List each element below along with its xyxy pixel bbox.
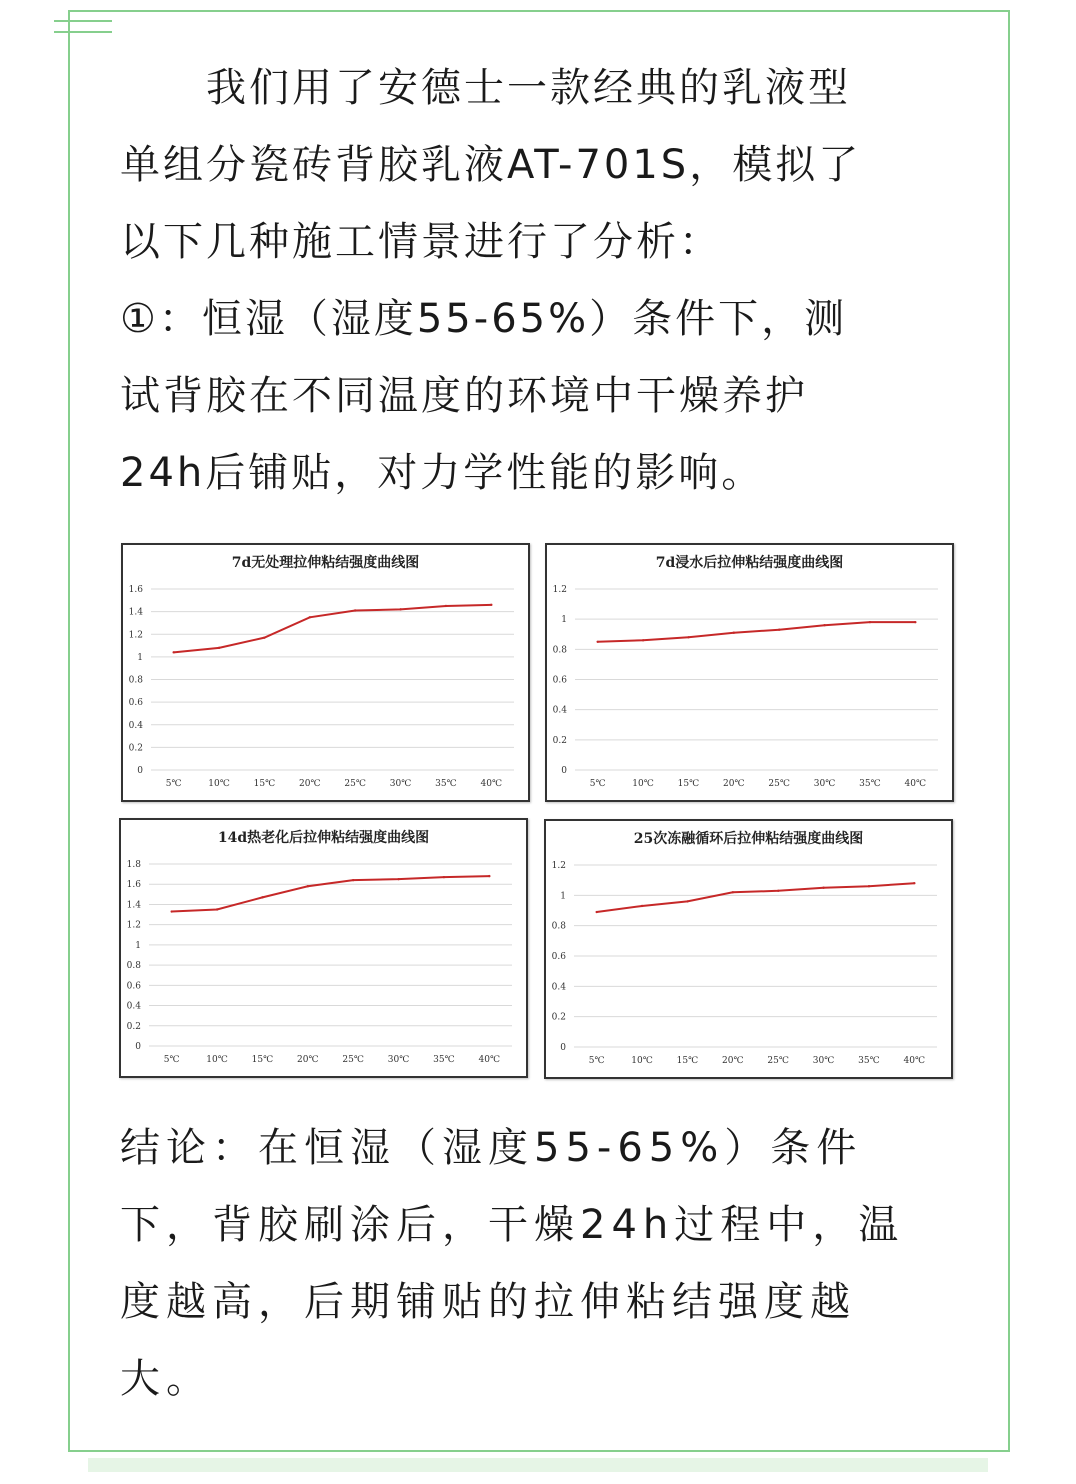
x-tick-label: 5℃ <box>165 779 182 789</box>
x-tick-label: 15℃ <box>253 779 276 789</box>
y-tick-label: 1 <box>135 940 141 951</box>
data-point <box>445 605 447 607</box>
y-tick-label: 0.6 <box>128 698 143 709</box>
intro-line: 24h后铺贴，对力学性能的影响。 <box>120 450 765 496</box>
y-tick-label: 1.4 <box>126 900 141 911</box>
y-tick-label: 1.2 <box>126 920 141 931</box>
data-point <box>869 621 871 623</box>
chart-svg <box>123 545 528 800</box>
x-tick-label: 35℃ <box>859 779 881 789</box>
series-line <box>172 876 490 911</box>
y-tick-label: 0.4 <box>552 705 567 716</box>
x-tick-label: 30℃ <box>813 779 836 789</box>
data-point <box>170 910 172 912</box>
data-point <box>397 878 399 880</box>
y-tick-label: 0 <box>561 766 567 776</box>
x-tick-label: 25℃ <box>767 1056 789 1066</box>
y-tick-label: 0.8 <box>126 961 141 972</box>
x-tick-label: 5℃ <box>163 1055 180 1065</box>
y-tick-label: 0.8 <box>551 921 566 932</box>
x-tick-label: 5℃ <box>588 1056 605 1066</box>
x-tick-label: 30℃ <box>389 779 412 789</box>
y-tick-label: 1.6 <box>126 880 141 891</box>
data-point <box>488 875 490 877</box>
data-point <box>596 641 598 643</box>
y-tick-label: 0.4 <box>126 1001 141 1012</box>
x-tick-label: 10℃ <box>631 1056 653 1066</box>
y-tick-label: 0.2 <box>128 743 143 754</box>
x-tick-label: 15℃ <box>676 1056 699 1066</box>
data-point <box>733 632 735 634</box>
x-tick-label: 15℃ <box>677 779 700 789</box>
y-tick-label: 1.2 <box>128 630 143 641</box>
y-tick-label: 0.2 <box>126 1021 141 1032</box>
x-tick-label: 20℃ <box>299 779 321 789</box>
x-tick-label: 25℃ <box>768 779 790 789</box>
x-tick-label: 20℃ <box>723 779 745 789</box>
y-tick-label: 0 <box>560 1043 566 1053</box>
data-point <box>261 896 263 898</box>
series-line <box>597 883 915 912</box>
y-tick-label: 0 <box>137 766 143 776</box>
y-tick-label: 0.6 <box>552 675 567 686</box>
y-tick-label: 1.4 <box>128 607 143 618</box>
data-point <box>823 624 825 626</box>
y-tick-label: 0.4 <box>551 982 566 993</box>
data-point <box>354 609 356 611</box>
x-tick-label: 20℃ <box>297 1055 319 1065</box>
y-tick-label: 1.2 <box>551 861 566 871</box>
x-tick-label: 35℃ <box>858 1056 880 1066</box>
data-point <box>822 887 824 889</box>
chart-title: 7d浸水后拉伸粘结强度曲线图 <box>655 555 844 571</box>
x-tick-label: 35℃ <box>433 1055 455 1065</box>
data-point <box>216 908 218 910</box>
data-point <box>309 616 311 618</box>
chart-title: 7d无处理拉伸粘结强度曲线图 <box>231 555 420 571</box>
chart-14d-heat-aging <box>119 818 528 1078</box>
chart-svg <box>121 820 526 1076</box>
data-point <box>307 885 309 887</box>
chart-svg <box>547 545 952 800</box>
intro-line: 试背胶在不同温度的环境中干燥养护 <box>120 373 808 419</box>
chart-svg <box>546 821 951 1077</box>
x-tick-label: 40℃ <box>480 779 503 789</box>
y-tick-label: 0.2 <box>552 735 567 746</box>
conclusion-line: 结论：在恒湿（湿度55-65%）条件 <box>120 1125 863 1171</box>
conclusion-paragraph <box>120 1110 970 1418</box>
x-tick-label: 30℃ <box>812 1056 835 1066</box>
intro-paragraph <box>120 50 970 512</box>
x-tick-label: 5℃ <box>589 779 606 789</box>
data-point <box>913 882 915 884</box>
chart-7d-water-immersion <box>545 543 954 802</box>
x-tick-label: 10℃ <box>632 779 654 789</box>
y-tick-label: 0.6 <box>126 981 141 992</box>
intro-line: 我们用了安德士一款经典的乳液型 <box>206 65 851 111</box>
data-point <box>218 647 220 649</box>
data-point <box>641 905 643 907</box>
chart-25-freeze-thaw <box>544 819 953 1079</box>
y-tick-label: 1.8 <box>126 860 141 870</box>
data-point <box>490 604 492 606</box>
intro-line: 单组分瓷砖背胶乳液AT-701S，模拟了 <box>120 142 862 188</box>
chart-7d-untreated <box>121 543 530 802</box>
data-point <box>263 636 265 638</box>
y-tick-label: 1.2 <box>552 585 567 595</box>
data-point <box>443 876 445 878</box>
corner-deco-line-top <box>54 20 112 22</box>
conclusion-line: 大。 <box>120 1356 212 1402</box>
data-point <box>642 639 644 641</box>
chart-title: 14d热老化后拉伸粘结强度曲线图 <box>217 830 430 846</box>
y-tick-label: 1 <box>561 615 567 626</box>
data-point <box>352 879 354 881</box>
x-tick-label: 10℃ <box>208 779 230 789</box>
y-tick-label: 0.6 <box>551 952 566 962</box>
x-tick-label: 25℃ <box>342 1055 364 1065</box>
x-tick-label: 30℃ <box>387 1055 410 1065</box>
data-point <box>686 900 688 902</box>
data-point <box>172 651 174 653</box>
data-point <box>687 636 689 638</box>
conclusion-line: 度越高，后期铺贴的拉伸粘结强度越 <box>120 1279 856 1325</box>
y-tick-label: 0.2 <box>551 1012 566 1023</box>
bottom-band <box>88 1458 988 1472</box>
data-point <box>914 621 916 623</box>
data-point <box>777 890 779 892</box>
x-tick-label: 20℃ <box>722 1056 744 1066</box>
data-point <box>399 608 401 610</box>
x-tick-label: 15℃ <box>251 1055 274 1065</box>
intro-line: 以下几种施工情景进行了分析： <box>120 219 722 265</box>
y-tick-label: 1.6 <box>128 585 143 595</box>
conclusion-line: 下，背胶刷涂后，干燥24h过程中，温 <box>120 1202 905 1248</box>
y-tick-label: 0 <box>135 1042 141 1052</box>
data-point <box>778 629 780 631</box>
x-tick-label: 25℃ <box>344 779 366 789</box>
data-point <box>868 885 870 887</box>
y-tick-label: 0.8 <box>128 675 143 686</box>
series-line <box>598 622 916 642</box>
y-tick-label: 1 <box>137 652 143 663</box>
x-tick-label: 40℃ <box>904 779 927 789</box>
corner-deco-line-bottom <box>54 31 112 33</box>
x-tick-label: 40℃ <box>903 1056 926 1066</box>
y-tick-label: 0.4 <box>128 720 143 731</box>
x-tick-label: 35℃ <box>435 779 457 789</box>
y-tick-label: 0.8 <box>552 645 567 656</box>
data-point <box>595 911 597 913</box>
y-tick-label: 1 <box>560 891 566 902</box>
x-tick-label: 40℃ <box>478 1055 501 1065</box>
data-point <box>732 891 734 893</box>
x-tick-label: 10℃ <box>206 1055 228 1065</box>
chart-title: 25次冻融循环后拉伸粘结强度曲线图 <box>633 831 864 847</box>
intro-line: ①：恒湿（湿度55-65%）条件下，测 <box>120 296 848 342</box>
